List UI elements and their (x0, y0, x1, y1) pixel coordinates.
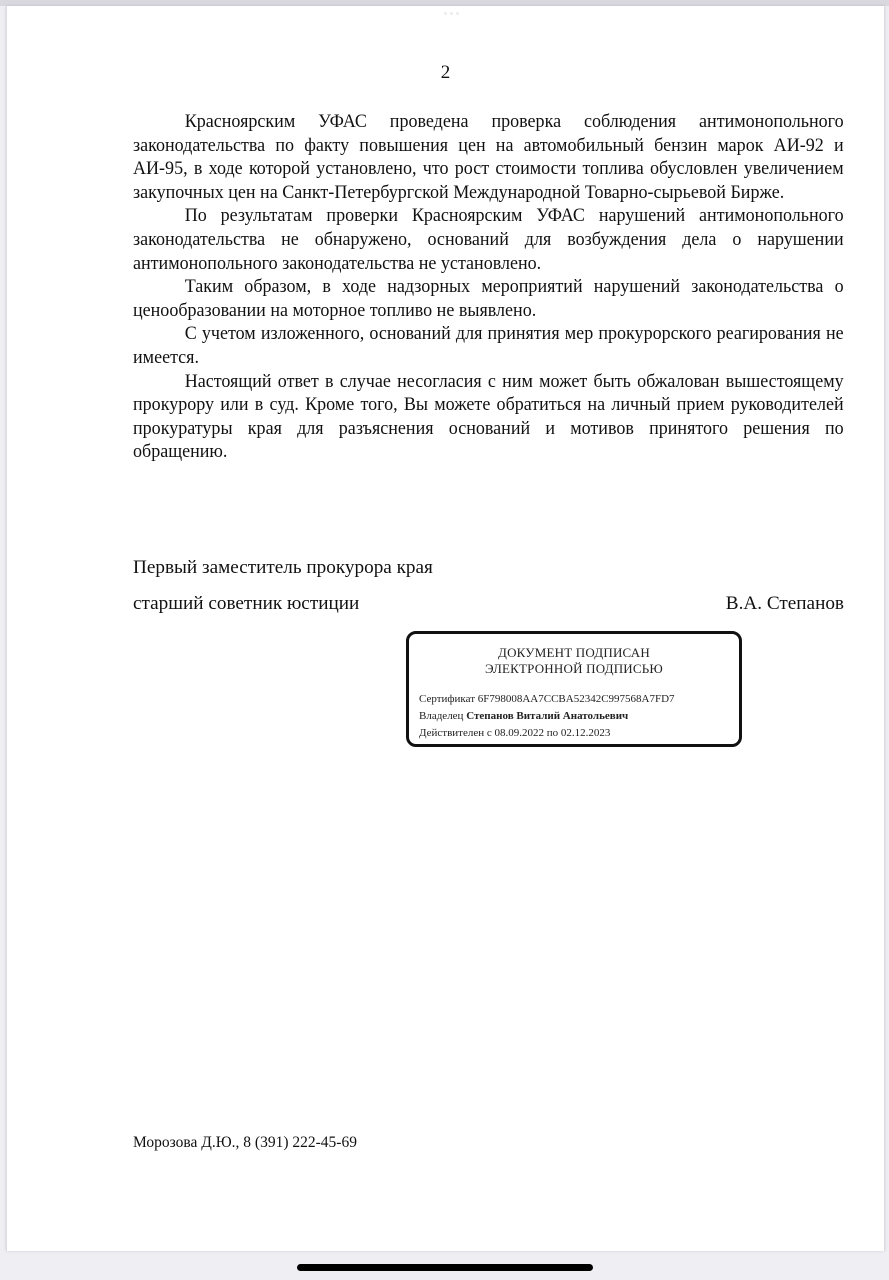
page-number: 2 (440, 62, 451, 83)
paragraph: Таким образом, в ходе надзорных мероприятий нарушений законодательства о ценообразовании на моторное топливо не выявлено. (133, 276, 844, 321)
valid-label: Действителен (419, 727, 485, 739)
paragraph: С учетом изложенного, оснований для принятия мер прокурорского реагирования не имеется. (133, 323, 844, 368)
valid-to-date: 02.12.2023 (560, 727, 611, 739)
document-page[interactable] (6, 6, 885, 1251)
valid-to-label: по (546, 727, 559, 739)
stamp-heading (409, 645, 739, 677)
stamp-heading-line2: ЭЛЕКТРОННОЙ ПОДПИСЬЮ (485, 661, 663, 676)
paragraph: Красноярским УФАС проведена проверка соблюдения антимонопольного законодательства по факту повышения цен на автомобильный бензин марок АИ-92 и АИ-95, в ходе которой установлено, что рост стоимости топлива обусловлен увеличением закупочных цен на Санкт-Петербургской Международной Товарно-сырьевой Бирже. (133, 111, 844, 203)
executor-contact: Морозова Д.Ю., 8 (391) 222-45-69 (133, 1134, 357, 1151)
signatory-rank: старший советник юстиции (133, 593, 360, 614)
valid-from-date: 08.09.2022 (494, 727, 545, 739)
signatory-position: Первый заместитель прокурора края (133, 557, 433, 578)
paragraph: Настоящий ответ в случае несогласия с ним может быть обжалован вышестоящему прокурору или в суд. Кроме того, Вы можете обратиться на личный прием руководителей прокуратуры края для разъяснения оснований и мотивов принятого решения по обращению. (133, 370, 844, 463)
stamp-certificate-row (419, 691, 675, 708)
stamp-validity-row (419, 725, 675, 742)
stamp-owner-row (419, 708, 675, 725)
page-grabber-icon (441, 12, 461, 16)
letter-body (133, 110, 844, 464)
signatory-name: В.А. Степанов (725, 593, 844, 614)
certificate-value: 6F798008AA7CCBA52342C997568A7FD7 (477, 693, 675, 705)
e-signature-stamp (406, 631, 742, 747)
owner-value: Степанов Виталий Анатольевич (466, 710, 629, 722)
owner-label: Владелец (419, 710, 464, 722)
home-indicator[interactable] (297, 1264, 593, 1271)
valid-from-label: с (486, 727, 492, 739)
paragraph: По результатам проверки Красноярским УФАС нарушений антимонопольного законодательства не обнаружено, оснований для возбуждения дела о нарушении антимонопольного законодательства не установлено. (133, 205, 844, 274)
certificate-label: Сертификат (419, 693, 475, 705)
signatory-row (133, 593, 844, 615)
stamp-details (419, 691, 675, 742)
stamp-heading-line1: ДОКУМЕНТ ПОДПИСАН (498, 645, 650, 660)
